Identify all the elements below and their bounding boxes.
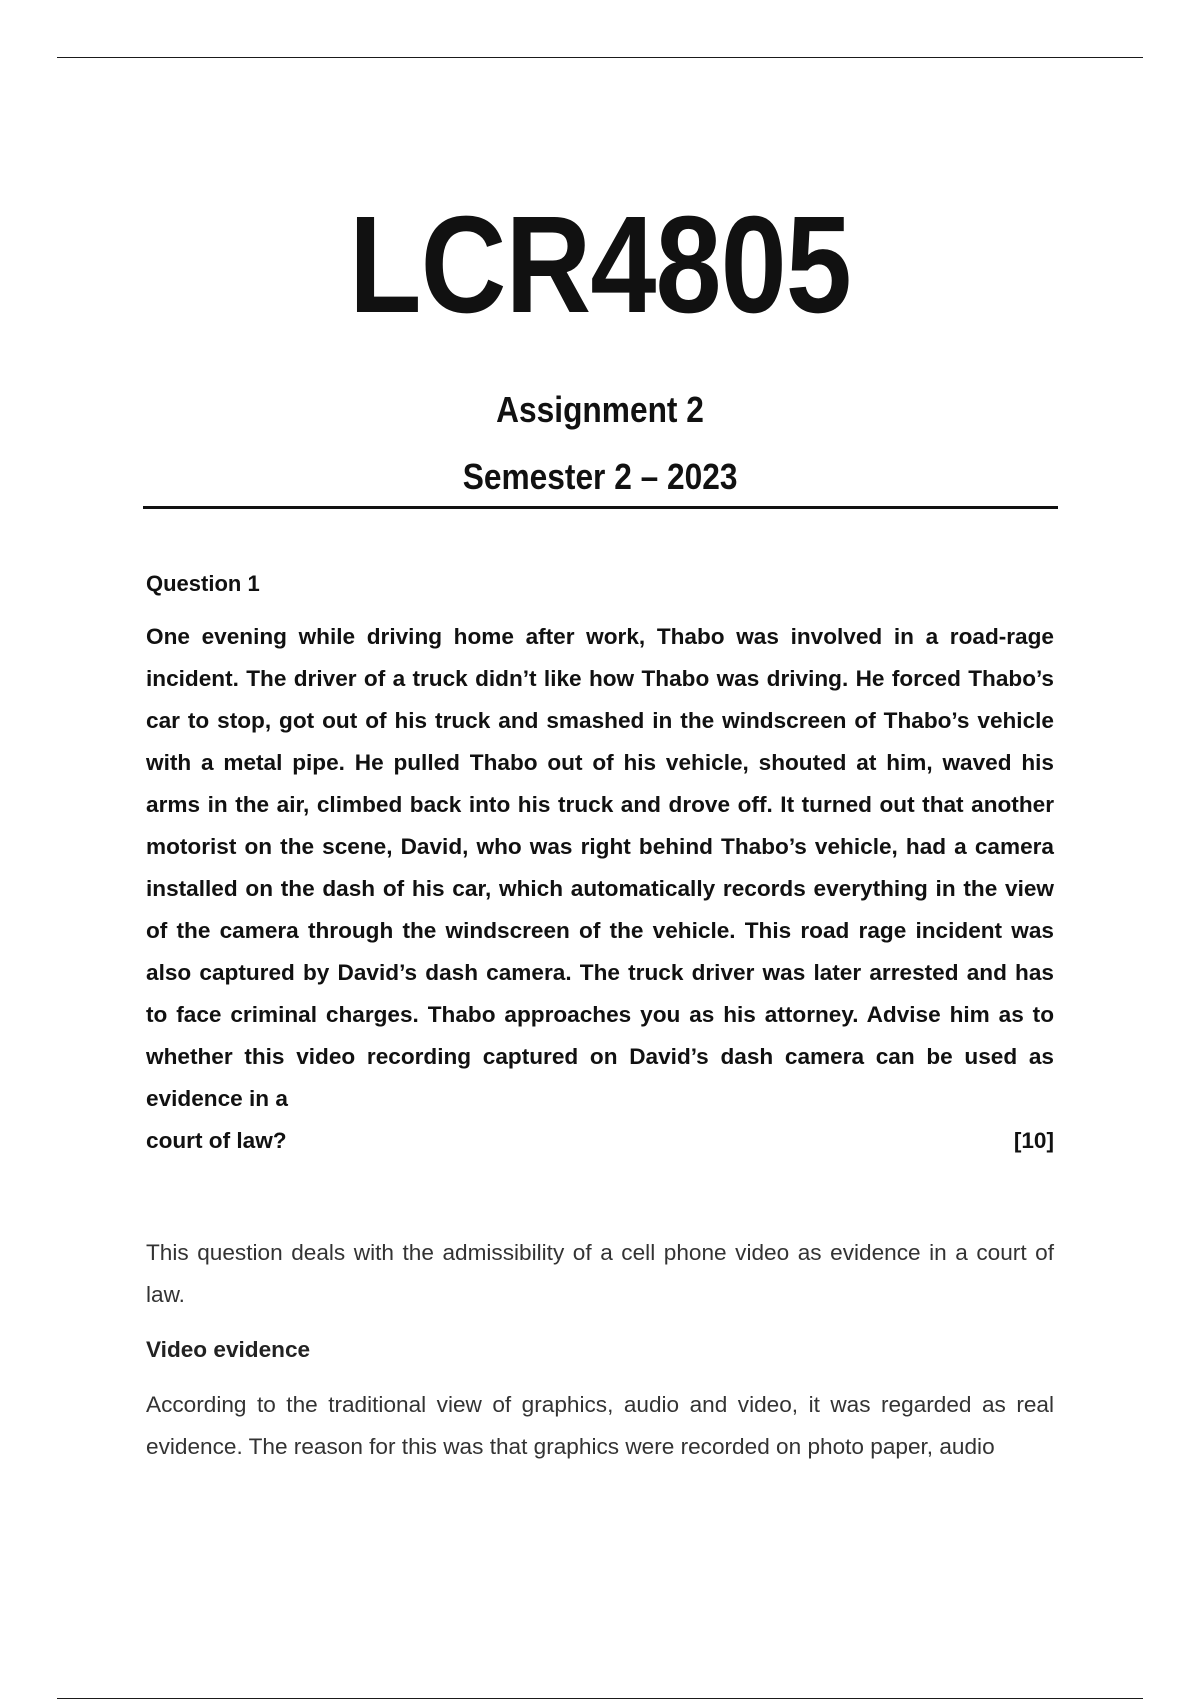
- document-body: [146, 568, 1054, 1468]
- question-marks: [10]: [1013, 1128, 1054, 1153]
- answer-intro: This question deals with the admissibility of a cell phone video as evidence in a court of law.: [146, 1240, 1054, 1307]
- question-last-line: court of law?: [146, 1128, 287, 1153]
- course-code: LCR4805: [349, 188, 851, 342]
- title-divider: [143, 506, 1058, 509]
- answer-section: [146, 1232, 1054, 1468]
- semester-title: [0, 455, 1200, 499]
- question-body: One evening while driving home after work, Thabo was involved in a road-rage incident. The driver of a truck didn’t like how Thabo was driving. He forced Thabo’s car to stop, got out of his truck and smashed in the windscreen of Thabo’s vehicle with a metal pipe. He pulled Thabo out of his vehicle, shouted at him, waved his arms in the air, climbed back into his truck and drove off. It turned out that another motorist on the scene, David, who was right behind Thabo’s vehicle, had a camera installed on the dash of his car, which automatically records everything in the view of the camera through the windscreen of the vehicle. This road rage incident was also captured by David’s dash camera. The truck driver was later arrested and has to face criminal charges. Thabo approaches you as his attorney. Advise him as to whether this video recording captured on David’s dash camera can be used as evidence in a: [146, 624, 1054, 1111]
- answer-paragraph: According to the traditional view of graphics, audio and video, it was regarded as real evidence. The reason for this was that graphics were recorded on photo paper, audio: [146, 1392, 1054, 1459]
- bottom-rule: [57, 1698, 1143, 1699]
- question-final-line: [146, 1120, 1054, 1162]
- assignment-label: Assignment 2: [496, 389, 704, 430]
- assignment-title: [0, 388, 1200, 432]
- top-rule: [57, 57, 1143, 58]
- question-heading: Question 1: [146, 571, 260, 596]
- title-block: [0, 190, 1200, 340]
- answer-subheading: Video evidence: [146, 1337, 311, 1362]
- semester-label: Semester 2 – 2023: [462, 456, 738, 497]
